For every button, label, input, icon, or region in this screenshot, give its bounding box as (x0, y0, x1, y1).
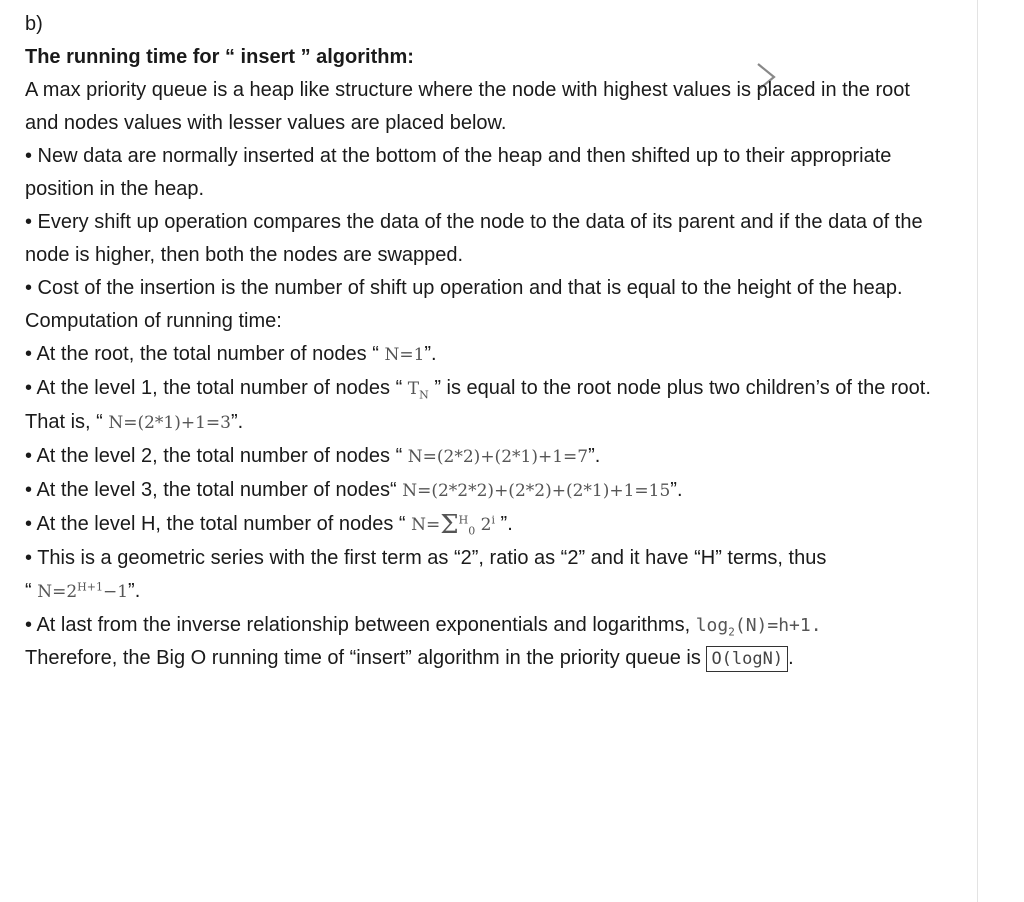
symbol-tn: $T_N$ (407, 379, 429, 402)
step-level3: • At the level 3, the total number of nodes“ N=(2*2*2)+(2*2)+(2*1)+1=15”. (25, 479, 683, 501)
computation-heading: Computation of running time: (25, 310, 282, 332)
bullet-insert: • New data are normally inserted at the bottom of the heap and then shifted up to their appropriate position in the heap. (25, 145, 892, 200)
eq-level1: N=(2*1)+1=3 (108, 413, 231, 433)
eq-level2: N=(2*2)+(2*1)+1=7 (407, 447, 589, 467)
answer-box: O(logN) (706, 646, 788, 672)
conclusion: Therefore, the Big O running time of “insert” algorithm in the priority queue is O(logN) . (25, 642, 945, 675)
eq-root: N=1 (384, 345, 425, 365)
eq-levelH: $N=\Sigma^H_0$ 2$^i$ (411, 510, 495, 540)
step-level2: • At the level 2, the total number of nodes “ N=(2*2)+(2*1)+1=7”. (25, 445, 601, 467)
bullet-cost: • Cost of the insertion is the number of shift up operation and that is equal to the height of the heap. (25, 277, 903, 299)
step-log: • At last from the inverse relationship between exponentials and logarithms, $\log_2(N)=h+1$. (25, 614, 822, 639)
intro-paragraph: A max priority queue is a heap like structure where the node with highest values is placed in the root and nodes values with lesser values are placed below. (25, 79, 910, 134)
bullet-shift-up: • Every shift up operation compares the data of the node to the data of its parent and if the data of the node is higher, then both the nodes are swapped. (25, 211, 923, 266)
section-label: b) (25, 13, 43, 35)
step-root: • At the root, the total number of nodes “ N=1”. (25, 343, 437, 365)
step-level1: • At the level 1, the total number of nodes “ $T_N$ ” is equal to the root node plus two children’s of the root. That is, “ N=(2*1)+1=3”. (25, 377, 931, 433)
page-divider (977, 0, 978, 902)
step-geometric: • This is a geometric series with the first term as “2”, ratio as “2” and it have “H” terms, thus “ $N=2^{H+1}-1$”. (25, 547, 827, 602)
eq-level3: N=(2*2*2)+(2*2)+(2*1)+1=15 (402, 481, 671, 501)
eq-geometric: $N=2^{H+1}-1$ (37, 580, 129, 602)
solution-content (25, 8, 945, 675)
eq-log: $\log_2(N)=h+1$. (695, 615, 822, 639)
step-levelH: • At the level H, the total number of nodes “ $N=\Sigma^H_0$ 2$^i$ ”. (25, 510, 513, 540)
heading: The running time for “ insert ” algorithm: (25, 46, 414, 68)
